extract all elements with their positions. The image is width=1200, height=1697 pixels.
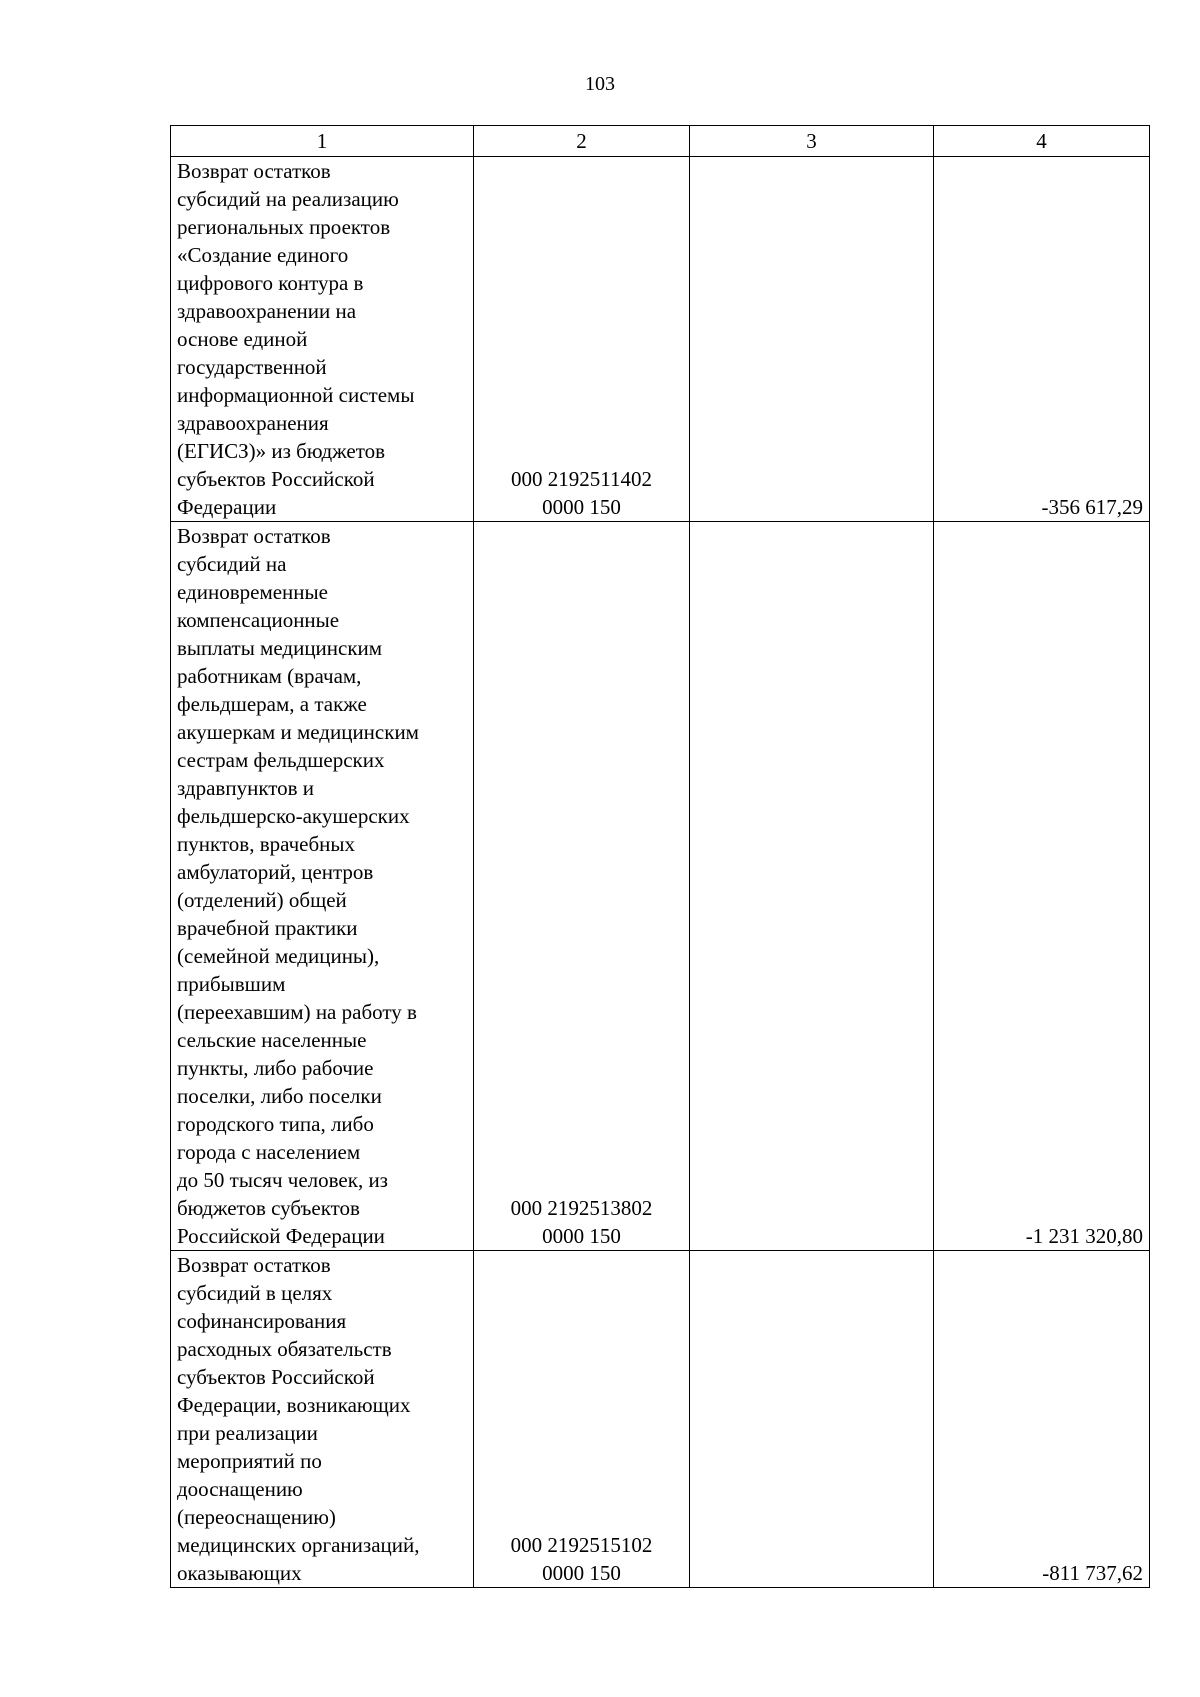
table-body [171, 157, 1150, 1588]
row-budget-code: 000 2192513802 0000 150 [474, 522, 690, 1251]
column-header-2: 2 [474, 126, 690, 157]
row-column-3 [690, 1251, 934, 1588]
row-description: Возврат остатков субсидий в целях софинансирования расходных обязательств субъектов Российской Федерации, возникающих при реализации мероприятий по дооснащению (переоснащению) медицинских организаций, оказывающих [171, 1251, 474, 1588]
row-column-3 [690, 522, 934, 1251]
row-description: Возврат остатков субсидий на реализацию региональных проектов «Создание единого цифрового контура в здравоохранении на основе единой государственной информационной системы здравоохранения (ЕГИСЗ)» из бюджетов субъектов Российской Федерации [171, 157, 474, 522]
row-description: Возврат остатков субсидий на единовременные компенсационные выплаты медицинским работникам (врачам, фельдшерам, а также акушеркам и медицинским сестрам фельдшерских здравпунктов и фельдшерско-акушерских пунктов, врачебных амбулаторий, центров (отделений) общей врачебной практики (семейной медицины), прибывшим (переехавшим) на работу в сельские населенные пункты, либо рабочие поселки, либо поселки городского типа, либо города с населением до 50 тысяч человек, из бюджетов субъектов Российской Федерации [171, 522, 474, 1251]
table-row [171, 1251, 1150, 1588]
table-row [171, 157, 1150, 522]
header-row [171, 126, 1150, 157]
column-header-4: 4 [934, 126, 1150, 157]
table-header [171, 126, 1150, 157]
column-header-1: 1 [171, 126, 474, 157]
row-amount: -1 231 320,80 [934, 522, 1150, 1251]
row-amount: -811 737,62 [934, 1251, 1150, 1588]
row-budget-code: 000 2192515102 0000 150 [474, 1251, 690, 1588]
column-header-3: 3 [690, 126, 934, 157]
page-number: 103 [585, 73, 615, 95]
budget-table [170, 125, 1150, 1588]
row-budget-code: 000 2192511402 0000 150 [474, 157, 690, 522]
row-amount: -356 617,29 [934, 157, 1150, 522]
table-row [171, 522, 1150, 1251]
row-column-3 [690, 157, 934, 522]
